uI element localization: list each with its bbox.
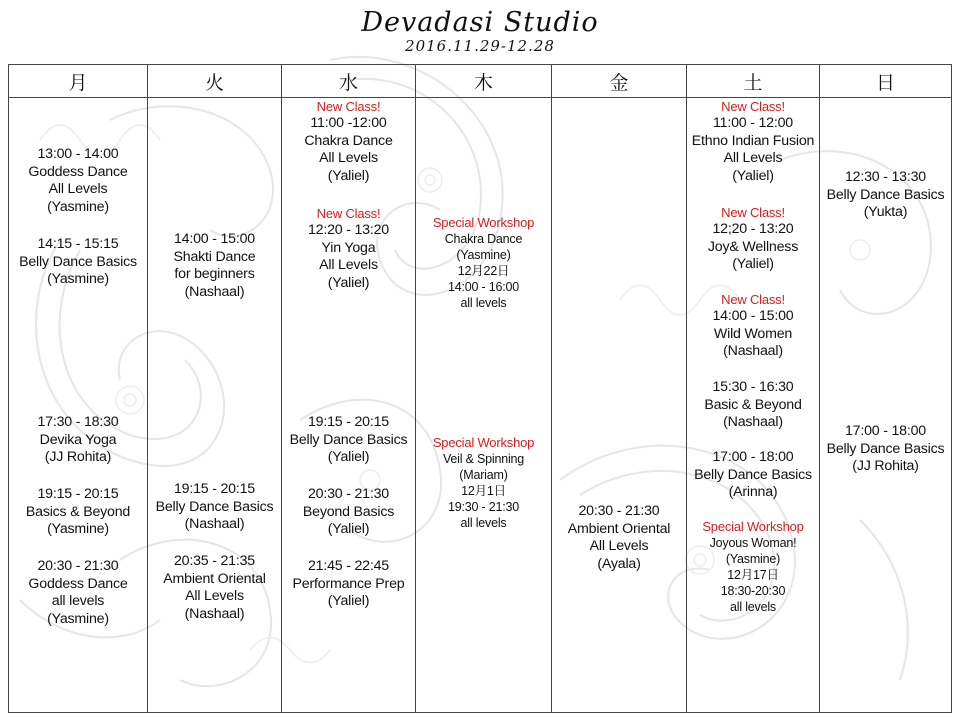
class-detail: 12:20 - 13:20 <box>307 222 389 238</box>
day-header-row <box>9 65 952 98</box>
class-detail: Belly Dance Basics <box>19 253 137 270</box>
class-detail: Joyous Woman! <box>709 536 797 550</box>
class-time: 20:30 - 21:30 <box>37 558 119 574</box>
class-detail: 14:00 - 15:00 <box>712 308 794 324</box>
class-time: 14:00 - 15:00 <box>173 231 255 247</box>
class-detail: All Levels <box>319 257 378 273</box>
class-detail: (Yasmine) <box>456 248 511 262</box>
class-detail: 12月17日 <box>727 568 779 582</box>
class-time: 13:00 - 14:00 <box>37 146 119 162</box>
class-detail: (Nashaal) <box>184 516 245 532</box>
class-detail: Belly Dance Basics <box>826 186 945 203</box>
class-detail: (Yaliel) <box>732 167 774 184</box>
class-detail: (Ayala) <box>597 555 641 572</box>
class-detail: (Yaliel) <box>732 256 774 272</box>
class-entry <box>282 558 415 611</box>
class-entry <box>9 486 147 539</box>
day-column-fri <box>552 98 687 713</box>
class-tag: New Class! <box>721 292 785 307</box>
class-time: 19:15 - 20:15 <box>307 414 389 430</box>
class-detail: (Nashaal) <box>723 414 783 430</box>
class-detail: 11:00 - 12:00 <box>713 115 793 131</box>
class-detail: Ambient Oriental <box>567 520 671 537</box>
schedule-row <box>9 98 952 713</box>
class-detail: 12月1日 <box>461 484 506 498</box>
class-entry <box>148 553 281 623</box>
class-detail: Veil & Spinning <box>442 452 525 466</box>
class-tag: New Class! <box>316 206 381 221</box>
class-time: 14:15 - 15:15 <box>37 236 119 252</box>
class-detail: for beginners <box>174 266 255 282</box>
class-time: 17:00 - 18:00 <box>712 449 794 465</box>
class-time: 20:30 - 21:30 <box>578 503 660 519</box>
class-detail: (Yaliel) <box>327 167 370 184</box>
class-detail: 12;20 - 13:20 <box>712 221 794 237</box>
class-detail: 14:00 - 16:00 <box>447 280 520 294</box>
class-detail: Belly Dance Basics <box>694 466 812 483</box>
class-detail: All Levels <box>589 538 649 554</box>
class-detail: Chakra Dance <box>444 232 523 246</box>
class-detail: Devika Yoga <box>39 431 117 448</box>
class-entry <box>9 236 147 289</box>
class-tag: Special Workshop <box>432 215 535 230</box>
class-entry <box>416 434 551 531</box>
class-time: 20:35 - 21:35 <box>173 553 255 569</box>
class-tag: Special Workshop <box>702 519 804 534</box>
day-header-sat: 土 <box>687 65 820 98</box>
day-column-thu <box>416 98 552 713</box>
class-entry <box>687 449 819 502</box>
day-column-mon <box>9 98 148 713</box>
class-detail: (Nashaal) <box>184 605 245 622</box>
class-time: 15:30 - 16:30 <box>712 379 794 395</box>
class-detail: Shakti Dance <box>173 248 256 265</box>
day-header-mon: 月 <box>9 65 148 98</box>
class-detail: (Yaliel) <box>327 593 370 609</box>
class-entry <box>9 558 147 628</box>
class-detail: (Mariam) <box>459 468 508 482</box>
day-header-tue: 火 <box>148 65 282 98</box>
class-detail: Beyond Basics <box>302 503 395 520</box>
class-detail: all levels <box>460 516 507 530</box>
class-detail: (Yasmine) <box>725 552 781 566</box>
class-time: 12:30 - 13:30 <box>844 169 926 185</box>
class-detail: (Yasmine) <box>47 198 109 215</box>
class-detail: Goddess Dance <box>28 163 128 180</box>
class-detail: all levels <box>51 593 105 609</box>
class-detail: all levels <box>730 600 776 614</box>
class-detail: 18:30-20:30 <box>720 584 786 598</box>
class-entry <box>416 214 551 311</box>
class-detail: (Yasmine) <box>47 271 109 287</box>
class-time: 19:15 - 20:15 <box>37 486 119 502</box>
class-entry <box>820 169 951 222</box>
class-detail: All Levels <box>723 150 783 166</box>
class-detail: all levels <box>460 296 507 310</box>
class-time: 20:30 - 21:30 <box>307 486 389 502</box>
class-time: 17:30 - 18:30 <box>37 414 119 430</box>
schedule-date-range: 2016.11.29-12.28 <box>405 37 555 55</box>
class-detail: (Nashaal) <box>184 283 245 300</box>
class-detail: (JJ Rohita) <box>44 449 112 465</box>
class-entry <box>687 98 819 185</box>
weekly-schedule-table <box>8 64 952 713</box>
class-detail: (Yaliel) <box>327 274 370 291</box>
class-detail: Belly Dance Basics <box>155 498 274 515</box>
class-entry <box>282 205 415 292</box>
class-detail: Ambient Oriental <box>163 570 266 587</box>
class-time: 17:00 - 18:00 <box>844 423 926 439</box>
class-tag: New Class! <box>316 99 381 114</box>
class-detail: 12月22日 <box>457 264 510 278</box>
class-tag: Special Workshop <box>432 435 535 450</box>
class-time: 19:15 - 20:15 <box>173 481 255 497</box>
class-time: 21:45 - 22:45 <box>307 558 389 574</box>
class-detail: (Yaliel) <box>327 521 370 537</box>
class-detail: Belly Dance Basics <box>289 431 408 448</box>
class-detail: Wild Women <box>713 325 793 342</box>
class-detail: (Nashaal) <box>723 343 783 359</box>
day-column-tue <box>148 98 282 713</box>
class-detail: 11:00 -12:00 <box>310 115 387 131</box>
class-detail: All Levels <box>185 588 244 604</box>
class-detail: (Arinna) <box>728 484 778 500</box>
class-entry <box>282 414 415 467</box>
day-column-sat <box>687 98 820 713</box>
class-detail: All Levels <box>319 150 378 166</box>
page-header <box>0 8 960 55</box>
day-header-fri: 金 <box>552 65 687 98</box>
day-header-thu: 木 <box>416 65 552 98</box>
class-entry <box>687 518 819 615</box>
class-detail: 19:30 - 21:30 <box>447 500 520 514</box>
class-tag: New Class! <box>721 99 785 114</box>
class-detail: Basic & Beyond <box>704 396 802 413</box>
class-entry <box>282 486 415 539</box>
class-tag: New Class! <box>721 205 785 220</box>
class-detail: Basics & Beyond <box>25 503 131 520</box>
class-entry <box>9 414 147 467</box>
class-detail: (JJ Rohita) <box>852 458 919 474</box>
class-detail: Joy& Wellness <box>707 238 799 255</box>
class-detail: Performance Prep <box>292 575 405 592</box>
class-entry <box>282 98 415 185</box>
class-detail: Chakra Dance <box>304 132 393 149</box>
studio-title: Devadasi Studio <box>361 7 599 38</box>
class-detail: (Yaliel) <box>327 449 370 465</box>
class-entry <box>148 231 281 301</box>
class-detail: (Yasmine) <box>47 521 109 537</box>
class-entry <box>552 503 686 573</box>
class-entry <box>687 379 819 432</box>
class-entry <box>148 481 281 534</box>
class-detail: Goddess Dance <box>28 575 128 592</box>
class-entry <box>687 204 819 274</box>
day-column-wed <box>282 98 416 713</box>
class-detail: All Levels <box>48 181 108 197</box>
class-entry <box>687 291 819 361</box>
day-header-sun: 日 <box>820 65 952 98</box>
day-header-wed: 水 <box>282 65 416 98</box>
class-entry <box>9 146 147 216</box>
class-detail: (Yasmine) <box>47 610 109 627</box>
day-column-sun <box>820 98 952 713</box>
class-detail: Belly Dance Basics <box>826 440 945 457</box>
class-detail: Ethno Indian Fusion <box>691 132 815 149</box>
class-entry <box>820 423 951 476</box>
class-detail: Yin Yoga <box>321 239 376 256</box>
class-detail: (Yukta) <box>863 204 908 220</box>
